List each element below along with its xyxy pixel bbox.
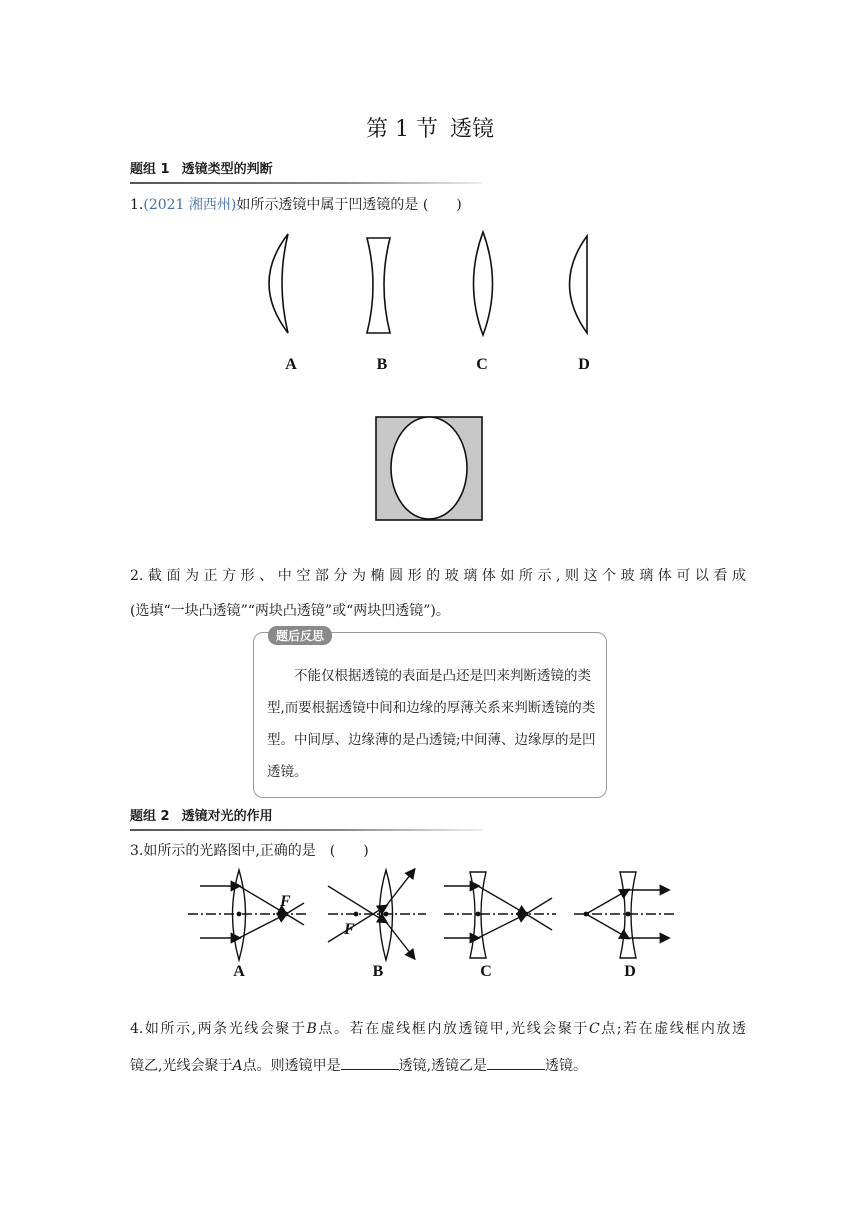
lens-b-concave	[367, 238, 390, 333]
focus-label-b: F	[344, 921, 355, 938]
answer-blank-1[interactable]	[341, 1055, 399, 1070]
question-4-line2: 镜乙,光线会聚于A点。则透镜甲是 透镜,透镜乙是 透镜。	[130, 1055, 587, 1076]
glass-block-figure	[375, 416, 485, 522]
q3-option-a: A	[233, 963, 245, 980]
section-name: 透镜	[449, 117, 494, 142]
focus-label-a: F	[280, 893, 291, 910]
question-4-line1: 4.如所示,两条光线会聚于B点。若在虚线框内放透镜甲,光线会聚于C点;若在虚线框内放透	[130, 1021, 746, 1037]
group1-divider	[130, 182, 482, 184]
reflection-tag: 题后反思	[268, 626, 332, 645]
q1-lens-figure	[250, 228, 610, 378]
q1-option-b: B	[376, 356, 388, 373]
lens-a-meniscus	[269, 234, 288, 333]
question-2-line2: (选填“一块凸透镜”“两块凸透镜”或“两块凹透镜”)。	[130, 603, 450, 619]
question-2-line1: 2.截面为正方形、中空部分为椭圆形的玻璃体如所示,则这个玻璃体可以看成	[130, 568, 746, 584]
q1-option-d: D	[578, 356, 590, 373]
section-number: 第 1 节	[366, 117, 438, 142]
elliptical-hollow	[391, 417, 467, 519]
q3-option-b: B	[372, 963, 384, 980]
q3-option-c: C	[480, 963, 492, 980]
q1-option-a: A	[285, 356, 297, 373]
question-3: 3.如所示的光路图中,正确的是 ( )	[130, 843, 369, 859]
question-1: 1.(2021 湘西州)如所示透镜中属于凹透镜的是 ( )	[130, 197, 462, 213]
group2-heading: 题组 2 透镜对光的作用	[130, 809, 273, 824]
group1-heading: 题组 1 透镜类型的判断	[130, 162, 273, 177]
lens-c-convex	[474, 232, 493, 335]
reflection-text: 不能仅根据透镜的表面是凸还是凹来判断透镜的类型,而要根据透镜中间和边缘的厚薄关系来判断透镜的类型。中间厚、边缘薄的是凸透镜;中间薄、边缘厚的是凹透镜。	[267, 668, 596, 780]
page-title	[0, 112, 860, 143]
q3-option-d: D	[624, 963, 636, 980]
group2-divider	[130, 829, 482, 831]
q3-light-path-figure	[186, 866, 676, 982]
question-source: (2021 湘西州)	[143, 197, 237, 213]
q1-option-c: C	[476, 356, 488, 373]
lens-d-planoconvex	[570, 236, 588, 333]
answer-blank-2[interactable]	[487, 1055, 545, 1070]
